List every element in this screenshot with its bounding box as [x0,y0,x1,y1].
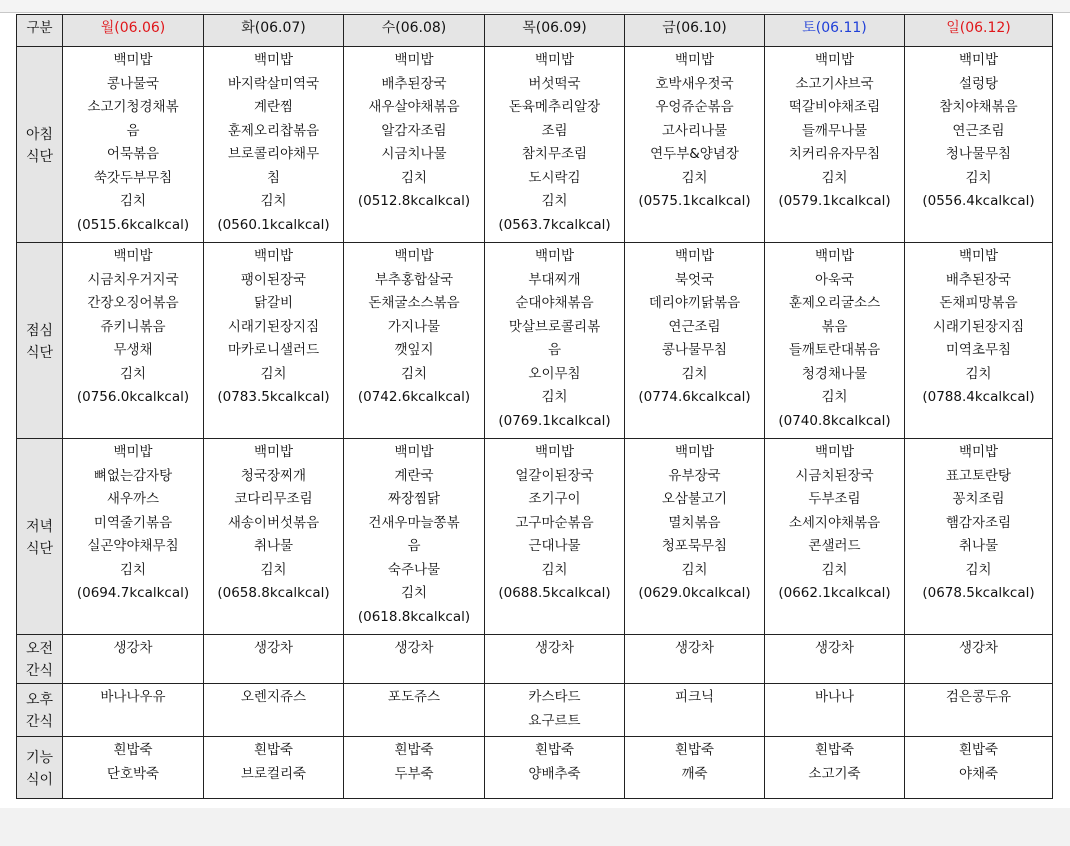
menu-item: (0694.7kcalkcal) [76,585,190,601]
menu-item: 브로컬리죽 [240,765,307,782]
menu-item: 콘샐러드 [808,538,861,554]
menu-item: 생강차 [674,640,715,656]
menu-item: (0774.6kcalkcal) [638,389,751,405]
menu-item: 백미밥 [674,444,715,460]
menu-item: (0658.8kcalkcal) [217,585,330,601]
menu-item: 북엇국 [674,271,715,288]
menu-item: 김치 [260,365,287,382]
row-label [17,737,63,799]
menu-item: 생강차 [253,640,294,656]
menu-item: 배추된장국 [381,75,447,92]
menu-item: 우엉쥬순볶음 [655,99,734,115]
menu-item: 김치 [541,389,568,405]
menu-item: 취나물 [958,538,999,554]
menu-item: 닭갈비 [253,295,294,311]
menu-item: 김치 [821,561,848,578]
menu-item: 청포묵무침 [661,538,728,554]
menu-item: 김치 [541,561,568,578]
menu-item: (0579.1kcalkcal) [778,193,891,209]
menu-item: 멸치볶음 [668,514,721,531]
row-label-line: 점심 [25,322,54,339]
meal-cell [63,684,204,737]
menu-item: 실곤약야채무침 [87,538,179,554]
menu-item: 아욱국 [814,271,855,288]
row-label-line: 오전 [25,641,54,657]
menu-item: (0756.0kcalkcal) [76,389,190,405]
menu-item: (0688.5kcalkcal) [498,585,611,601]
meal-cell [63,47,204,243]
meal-cell [765,243,905,439]
meal-cell [344,737,485,799]
meal-cell [625,737,765,799]
menu-item: 시금치나물 [381,146,447,162]
weekly-meal-table [16,14,1053,799]
menu-item: (0662.1kcalkcal) [778,585,891,601]
meal-cell [344,47,485,243]
menu-item: 김치 [965,561,992,578]
meal-cell [204,243,344,439]
meal-cell [625,439,765,635]
meal-cell [905,635,1053,684]
menu-item: 백미밥 [113,444,153,460]
menu-item: 바나나 [814,689,855,705]
menu-item: (0740.8kcalkcal) [778,412,891,429]
menu-item: 김치 [965,169,992,186]
menu-item: 뼈없는감자탕 [93,467,173,484]
meal-cell [905,47,1053,243]
menu-item: 참치야채볶음 [939,99,1018,115]
menu-item: 콩나물국 [106,75,160,92]
day-header: 토(06.11) [765,15,905,47]
row-label-line: 아침 [25,126,54,143]
header-row [17,15,1053,47]
meal-cell [344,684,485,737]
row-label-line: 식단 [25,148,54,165]
menu-item: 간장오징어볶음 [87,295,179,311]
menu-item: 바지락살미역국 [227,75,320,92]
menu-item: 흰밥죽 [253,742,294,758]
menu-item: 유부장국 [668,467,721,484]
menu-item: (0563.7kcalkcal) [498,216,611,233]
menu-item: 야채죽 [958,765,999,782]
meal-cell [485,243,625,439]
menu-item: 오이무침 [528,365,581,382]
meal-cell [485,439,625,635]
menu-item: 청국장찌개 [240,467,307,484]
menu-item: 순대야채볶음 [515,295,594,311]
menu-item: 김치 [119,365,147,382]
morning-snack-row [17,635,1053,684]
menu-item: 단호박죽 [106,765,160,782]
menu-item: 카스타드 [528,689,581,705]
menu-item: 근대나물 [528,538,581,554]
menu-item: (0512.8kcalkcal) [357,193,471,209]
menu-item: 조림 [541,122,568,139]
menu-item: (0788.4kcalkcal) [922,389,1035,405]
menu-item: 버섯떡국 [528,75,581,92]
row-label-line: 식단 [25,540,54,557]
row-label-line: 오후 [25,692,54,708]
meal-cell [765,635,905,684]
menu-item: 흰밥죽 [534,742,575,758]
menu-item: (0629.0kcalkcal) [638,585,751,601]
meal-cell [625,47,765,243]
menu-item: 참치무조림 [521,146,588,162]
menu-item: 연근조림 [952,122,1005,139]
menu-item: 시래기된장지짐 [932,318,1025,335]
menu-item: 햄감자조림 [945,514,1012,531]
menu-item: (0515.6kcalkcal) [76,216,190,233]
menu-item: 계란국 [394,467,434,484]
menu-item: 들깨토란대볶음 [788,342,881,358]
menu-item: 청경채나물 [801,365,868,382]
menu-item: 백미밥 [674,52,715,68]
meal-cell [905,439,1053,635]
menu-item: 브로콜리야채무 [227,146,320,162]
day-header: 월(06.06) [63,15,204,47]
menu-item: 백미밥 [958,52,999,68]
menu-item: 흰밥죽 [394,742,434,758]
menu-item: 김치 [541,193,568,209]
menu-item: 고구마순볶음 [515,514,594,531]
menu-item: 치커리유자무침 [788,146,881,162]
menu-item: 김치 [821,389,848,405]
menu-item: 백미밥 [394,248,434,264]
menu-item: 부추홍합살국 [374,271,454,288]
row-label [17,635,63,684]
meal-cell [63,243,204,439]
menu-item: 흰밥죽 [113,742,153,758]
meal-cell [905,737,1053,799]
menu-item: 알감자조림 [381,122,447,139]
menu-item: 깨죽 [681,765,708,782]
menu-item: 김치 [260,193,287,209]
menu-item: (0575.1kcalkcal) [638,193,751,209]
row-label-line: 기능 [25,749,54,766]
menu-item: 꽁치조림 [952,491,1005,507]
menu-item: 쥬키니볶음 [100,318,166,335]
menu-item: 소고기청경채볶 [87,99,179,115]
menu-item: 콩나물무침 [661,342,728,358]
menu-item: 건새우마늘쫑볶 [368,514,460,531]
menu-item: 김치 [400,365,428,382]
menu-item: 오삼불고기 [661,491,728,507]
day-header: 목(06.09) [485,15,625,47]
menu-item: 돈채피망볶음 [939,295,1018,311]
meal-cell [765,737,905,799]
meal-cell [625,684,765,737]
menu-item: 양배추죽 [528,765,581,782]
menu-item: 백미밥 [958,248,999,264]
menu-item: 백미밥 [253,444,294,460]
menu-item: 김치 [965,365,992,382]
meal-cell [765,47,905,243]
menu-item: 데리야끼닭볶음 [648,295,741,311]
menu-item: 미역줄기볶음 [93,514,173,531]
menu-item: 침 [266,169,281,186]
row-label-line: 간식 [25,714,54,730]
menu-item: 쑥갓두부무침 [93,169,173,186]
menu-item: 깻잎지 [394,342,434,358]
day-header: 화(06.07) [204,15,344,47]
menu-item: 두부죽 [394,765,434,782]
menu-item: 훈제오리굴소스 [788,295,881,311]
breakfast-row [17,47,1053,243]
menu-item: 볶음 [821,318,848,335]
menu-item: 청나물무침 [945,146,1012,162]
menu-item: 시금치우거지국 [87,271,179,288]
meal-cell [204,737,344,799]
meal-cell [204,635,344,684]
row-label-line: 저녁 [25,518,54,535]
menu-item: 김치 [119,561,147,578]
menu-item: 오렌지쥬스 [240,689,307,705]
meal-cell [485,47,625,243]
menu-item: 김치 [681,365,708,382]
menu-item: 백미밥 [113,52,153,68]
menu-item: 숙주나물 [387,561,441,578]
menu-item: 조기구이 [528,491,581,507]
row-label-line: 식이 [25,771,54,788]
meal-cell [485,737,625,799]
meal-cell [63,737,204,799]
menu-item: 바나나우유 [100,689,166,705]
row-label-line: 간식 [25,663,54,679]
menu-item: (0742.6kcalkcal) [357,389,471,405]
menu-item: 어묵볶음 [106,146,160,162]
menu-item: 검은콩두유 [945,689,1012,705]
menu-item: 생강차 [534,640,575,656]
menu-item: 들깨무나물 [801,122,868,139]
meal-cell [765,439,905,635]
menu-item: 백미밥 [253,52,294,68]
meal-cell [765,684,905,737]
menu-item: 시래기된장지짐 [227,318,320,335]
meal-cell [344,635,485,684]
menu-item: 백미밥 [113,248,153,264]
menu-item: 두부조림 [808,491,861,507]
menu-item: 백미밥 [253,248,294,264]
menu-item: 훈제오리찹볶음 [227,122,320,139]
menu-item: 생강차 [958,640,999,656]
menu-item: 시금치된장국 [795,467,874,484]
menu-item: 짜장찜닭 [387,491,441,507]
menu-item: 맛살브로콜리볶 [508,318,601,335]
meal-cell [485,635,625,684]
menu-item: (0556.4kcalkcal) [922,193,1035,209]
menu-item: 계란찜 [253,99,294,115]
menu-item: 설렁탕 [958,75,999,92]
menu-item: 도시락김 [528,169,581,186]
menu-item: 호박새우젓국 [655,75,734,92]
meal-cell [63,439,204,635]
menu-item: 김치 [681,169,708,186]
row-label-line: 식단 [25,344,54,361]
menu-item: (0560.1kcalkcal) [217,216,330,233]
menu-item: 소고기샤브국 [795,75,874,92]
menu-item: 소세지야채볶음 [788,514,881,531]
menu-item: 음 [547,342,562,358]
menu-item: 김치 [260,561,287,578]
menu-item: 백미밥 [394,444,434,460]
menu-item: 부대찌개 [528,271,581,288]
menu-item: 미역초무침 [945,342,1012,358]
page-top-edge [0,0,1070,13]
menu-item: (0618.8kcalkcal) [357,608,471,625]
menu-item: 새우까스 [106,491,160,507]
meal-table-body [17,47,1053,799]
menu-item: 김치 [400,169,428,186]
menu-item: 표고토란탕 [945,467,1012,484]
menu-item: 얼갈이된장국 [515,467,594,484]
menu-item: 팽이된장국 [240,271,307,288]
meal-cell [905,243,1053,439]
menu-item: 흰밥죽 [674,742,715,758]
menu-item: 떡갈비야채조림 [788,99,881,115]
corner-header: 구분 [17,15,63,47]
menu-item: 백미밥 [814,248,855,264]
menu-item: 피크닉 [674,689,715,705]
meal-cell [625,243,765,439]
menu-item: 백미밥 [394,52,434,68]
menu-item: 백미밥 [958,444,999,460]
dinner-row [17,439,1053,635]
day-header: 수(06.08) [344,15,485,47]
row-label [17,243,63,439]
menu-item: 고사리나물 [661,122,728,139]
menu-item: 포도쥬스 [387,689,441,705]
menu-item: 김치 [821,169,848,186]
day-header: 일(06.12) [905,15,1053,47]
menu-item: 생강차 [814,640,855,656]
menu-item: 백미밥 [534,52,575,68]
meal-cell [63,635,204,684]
menu-item: 연두부&양념장 [650,146,739,162]
menu-item: 흰밥죽 [958,742,999,758]
menu-item: (0783.5kcalkcal) [217,389,330,405]
meal-cell [204,684,344,737]
menu-item: 김치 [681,561,708,578]
menu-item: 배추된장국 [945,271,1012,288]
menu-item: 가지나물 [387,318,441,335]
afternoon-snack-row [17,684,1053,737]
meal-cell [625,635,765,684]
row-label [17,47,63,243]
menu-item: 돈채굴소스볶음 [368,295,460,311]
menu-item: 생강차 [394,640,434,656]
functional-diet-row [17,737,1053,799]
menu-item: 김치 [119,193,147,209]
menu-item: 돈육메추리알장 [508,99,601,115]
menu-item: 백미밥 [814,444,855,460]
menu-item: 김치 [400,585,428,601]
page-bottom-area [0,808,1070,846]
menu-item: 연근조림 [668,318,721,335]
menu-item: 백미밥 [534,248,575,264]
menu-item: (0769.1kcalkcal) [498,412,611,429]
meal-cell [204,47,344,243]
day-header: 금(06.10) [625,15,765,47]
menu-item: 백미밥 [814,52,855,68]
menu-item: 새송이버섯볶음 [227,514,320,531]
meal-cell [344,243,485,439]
menu-item: 소고기죽 [808,765,861,782]
menu-item: 요구르트 [528,712,581,729]
meal-cell [485,684,625,737]
lunch-row [17,243,1053,439]
meal-cell [344,439,485,635]
meal-cell [905,684,1053,737]
row-label [17,439,63,635]
menu-item: 무생채 [113,342,153,358]
menu-item: 새우살야채볶음 [368,99,460,115]
menu-item: 코다리무조림 [234,491,313,507]
menu-item: 마카로니샐러드 [227,342,320,358]
menu-item: 생강차 [113,640,153,656]
menu-item: 음 [126,122,140,139]
menu-item: 흰밥죽 [814,742,855,758]
menu-item: 백미밥 [534,444,575,460]
menu-item: 음 [407,538,421,554]
row-label [17,684,63,737]
menu-item: 취나물 [253,538,294,554]
menu-item: (0678.5kcalkcal) [922,585,1035,601]
menu-item: 백미밥 [674,248,715,264]
meal-cell [204,439,344,635]
